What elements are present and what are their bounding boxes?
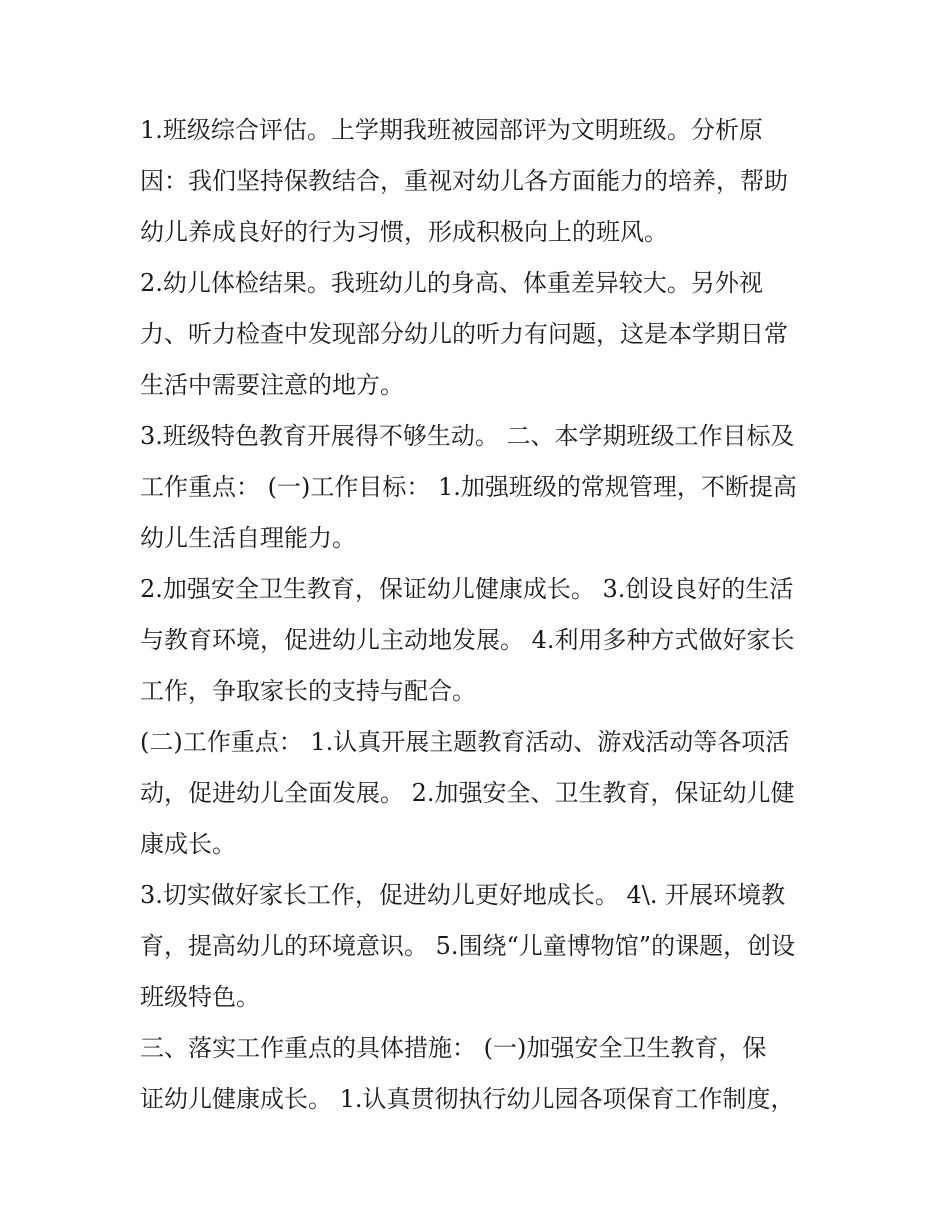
text-line: 生活中需要注意的地方。 bbox=[140, 371, 404, 399]
text-line: 班级特色。 bbox=[140, 983, 260, 1011]
text-line: 康成长。 bbox=[140, 830, 236, 858]
text-line: 工作，争取家长的支持与配合。 bbox=[140, 677, 476, 705]
text-line: 3.切实做好家长工作，促进幼儿更好地成长。 4\. 开展环境教 bbox=[140, 881, 786, 909]
text-line: 力、听力检查中发现部分幼儿的听力有问题，这是本学期日常 bbox=[140, 320, 788, 348]
text-line: 与教育环境，促进幼儿主动地发展。 4.利用多种方式做好家长 bbox=[140, 626, 795, 654]
text-line: 幼儿生活自理能力。 bbox=[140, 524, 356, 552]
text-line: 1.班级综合评估。上学期我班被园部评为文明班级。分析原 bbox=[140, 116, 763, 144]
text-line: 2.加强安全卫生教育，保证幼儿健康成长。 3.创设良好的生活 bbox=[140, 575, 794, 603]
text-line: (二)工作重点： 1.认真开展主题教育活动、游戏活动等各项活 bbox=[140, 728, 790, 756]
text-line: 证幼儿健康成长。 1.认真贯彻执行幼儿园各项保育工作制度， bbox=[140, 1085, 795, 1113]
text-line: 幼儿养成良好的行为习惯，形成积极向上的班风。 bbox=[140, 218, 668, 246]
text-line: 三、落实工作重点的具体措施： (一)加强安全卫生教育，保 bbox=[140, 1034, 767, 1062]
document-body bbox=[140, 105, 820, 1125]
text-line: 2.幼儿体检结果。我班幼儿的身高、体重差异较大。另外视 bbox=[140, 269, 763, 297]
text-line: 动，促进幼儿全面发展。 2.加强安全、卫生教育，保证幼儿健 bbox=[140, 779, 795, 807]
text-line: 3.班级特色教育开展得不够生动。 二、本学期班级工作目标及 bbox=[140, 422, 795, 450]
text-line: 育，提高幼儿的环境意识。 5.围绕“儿童博物馆”的课题，创设 bbox=[140, 932, 796, 960]
text-line: 工作重点： (一)工作目标： 1.加强班级的常规管理，不断提高 bbox=[140, 473, 797, 501]
text-line: 因：我们坚持保教结合，重视对幼儿各方面能力的培养，帮助 bbox=[140, 167, 788, 195]
